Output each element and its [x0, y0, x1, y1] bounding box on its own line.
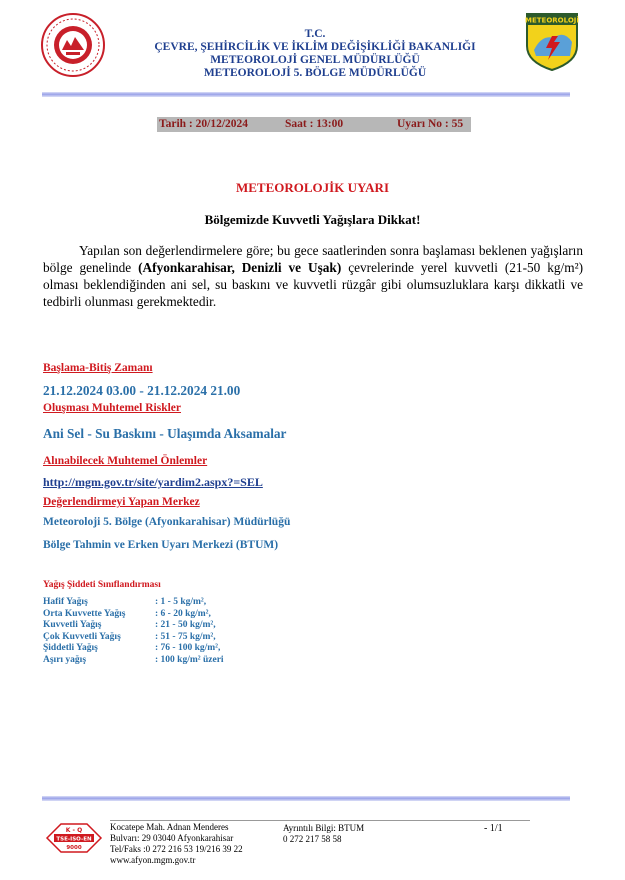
class-name: Şiddetli Yağış	[43, 643, 98, 653]
footer-address	[110, 822, 243, 866]
class-value: : 6 - 20 kg/m²,	[155, 608, 211, 619]
warning-paragraph	[43, 242, 583, 310]
measures-link[interactable]: http://mgm.gov.tr/site/yardim2.aspx?=SEL	[43, 475, 263, 489]
start-end-time-heading: Başlama-Bitiş Zamanı	[43, 362, 153, 374]
class-value: : 100 kg/m² üzeri	[155, 654, 224, 665]
document-title: METEOROLOJİK UYARI	[235, 180, 390, 195]
warning-number-label: Uyarı No : 55	[397, 118, 464, 130]
evaluation-center-heading: Değerlendirmeyi Yapan Merkez	[43, 496, 200, 508]
paragraph-regions: (Afyonkarahisar, Denizli ve Uşak)	[138, 260, 342, 275]
address-line: Kocatepe Mah. Adnan Menderes	[110, 822, 229, 832]
measures-heading: Alınabilecek Muhtemel Önlemler	[43, 455, 208, 467]
header-line-directorate: METEOROLOJİ GENEL MÜDÜRLÜĞÜ	[210, 54, 420, 66]
time-label: Saat : 13:00	[285, 118, 344, 130]
class-name: Aşırı yağış	[43, 654, 87, 665]
start-end-time-value: 21.12.2024 03.00 - 21.12.2024 21.00	[43, 383, 241, 398]
address-line: Bulvarı: 29 03040 Afyonkarahisar	[110, 833, 234, 843]
header-line-tc: T.C.	[304, 28, 326, 40]
class-value: : 51 - 75 kg/m²,	[155, 631, 216, 642]
class-value: : 21 - 50 kg/m²,	[155, 620, 216, 630]
evaluation-center-line2: Bölge Tahmin ve Erken Uyarı Merkezi (BTUM)	[43, 539, 279, 551]
class-value: : 76 - 100 kg/m²,	[155, 643, 221, 653]
page-number: - 1/1	[484, 823, 503, 834]
date-label: Tarih : 20/12/2024	[159, 118, 249, 130]
date-bar	[157, 117, 471, 132]
tse-logo-number: 9000	[66, 845, 82, 851]
phone-line: Tel/Faks :0 272 216 53 19/216 39 22	[110, 844, 243, 854]
header-line-region: METEOROLOJİ 5. BÖLGE MÜDÜRLÜĞÜ	[203, 67, 427, 79]
class-name: Hafif Yağış	[43, 597, 88, 607]
website-line[interactable]: www.afyon.mgm.gov.tr	[110, 855, 196, 865]
risks-value: Ani Sel - Su Baskını - Ulaşımda Aksamalar	[43, 426, 287, 441]
info-label: Ayrıntılı Bilgi: BTUM	[283, 823, 365, 833]
tse-logo-kq: K - Q	[65, 827, 83, 834]
paragraph-start: Yapılan son değerlendirmelere göre; bu gece saatlerinden sonra başlaması beklenen yağışların bölge genelinde	[43, 243, 583, 275]
footer-contact-info	[283, 823, 364, 845]
header-divider	[42, 92, 570, 97]
footer-divider	[42, 796, 570, 801]
ministry-seal-logo	[40, 12, 106, 78]
class-name: Kuvvetli Yağış	[43, 620, 102, 630]
risks-heading: Oluşması Muhtemel Riskler	[43, 402, 181, 414]
class-name: Orta Kuvvette Yağış	[43, 608, 126, 619]
classification-title: Yağış Şiddeti Sınıflandırması	[43, 580, 161, 590]
meteorology-logo-text: METEOROLOJİ	[525, 16, 579, 25]
class-name: Çok Kuvvetli Yağış	[43, 631, 121, 642]
paragraph-end: çevrelerinde yerel kuvvetli (21-50 kg/m²) olması beklendiğinden ani sel, su baskını ve kuvvetli rüzgâr gibi olumsuzluklara karşı dikkatli ve tedbirli olunması gerekmektedir.	[43, 260, 583, 309]
info-phone: 0 272 217 58 58	[283, 834, 342, 844]
header-line-ministry: ÇEVRE, ŞEHİRCİLİK VE İKLİM DEĞİŞİKLİĞİ BAKANLIĞI	[154, 41, 476, 53]
evaluation-center-line1: Meteoroloji 5. Bölge (Afyonkarahisar) Müdürlüğü	[43, 516, 291, 528]
class-value: : 1 - 5 kg/m²,	[155, 597, 207, 607]
tse-certification-logo	[45, 822, 103, 854]
meteorology-logo	[524, 10, 580, 72]
document-subtitle: Bölgemizde Kuvvetli Yağışlara Dikkat!	[204, 212, 421, 227]
footer-rule	[110, 820, 530, 821]
tse-logo-name: TSE-ISO-EN	[56, 836, 92, 843]
